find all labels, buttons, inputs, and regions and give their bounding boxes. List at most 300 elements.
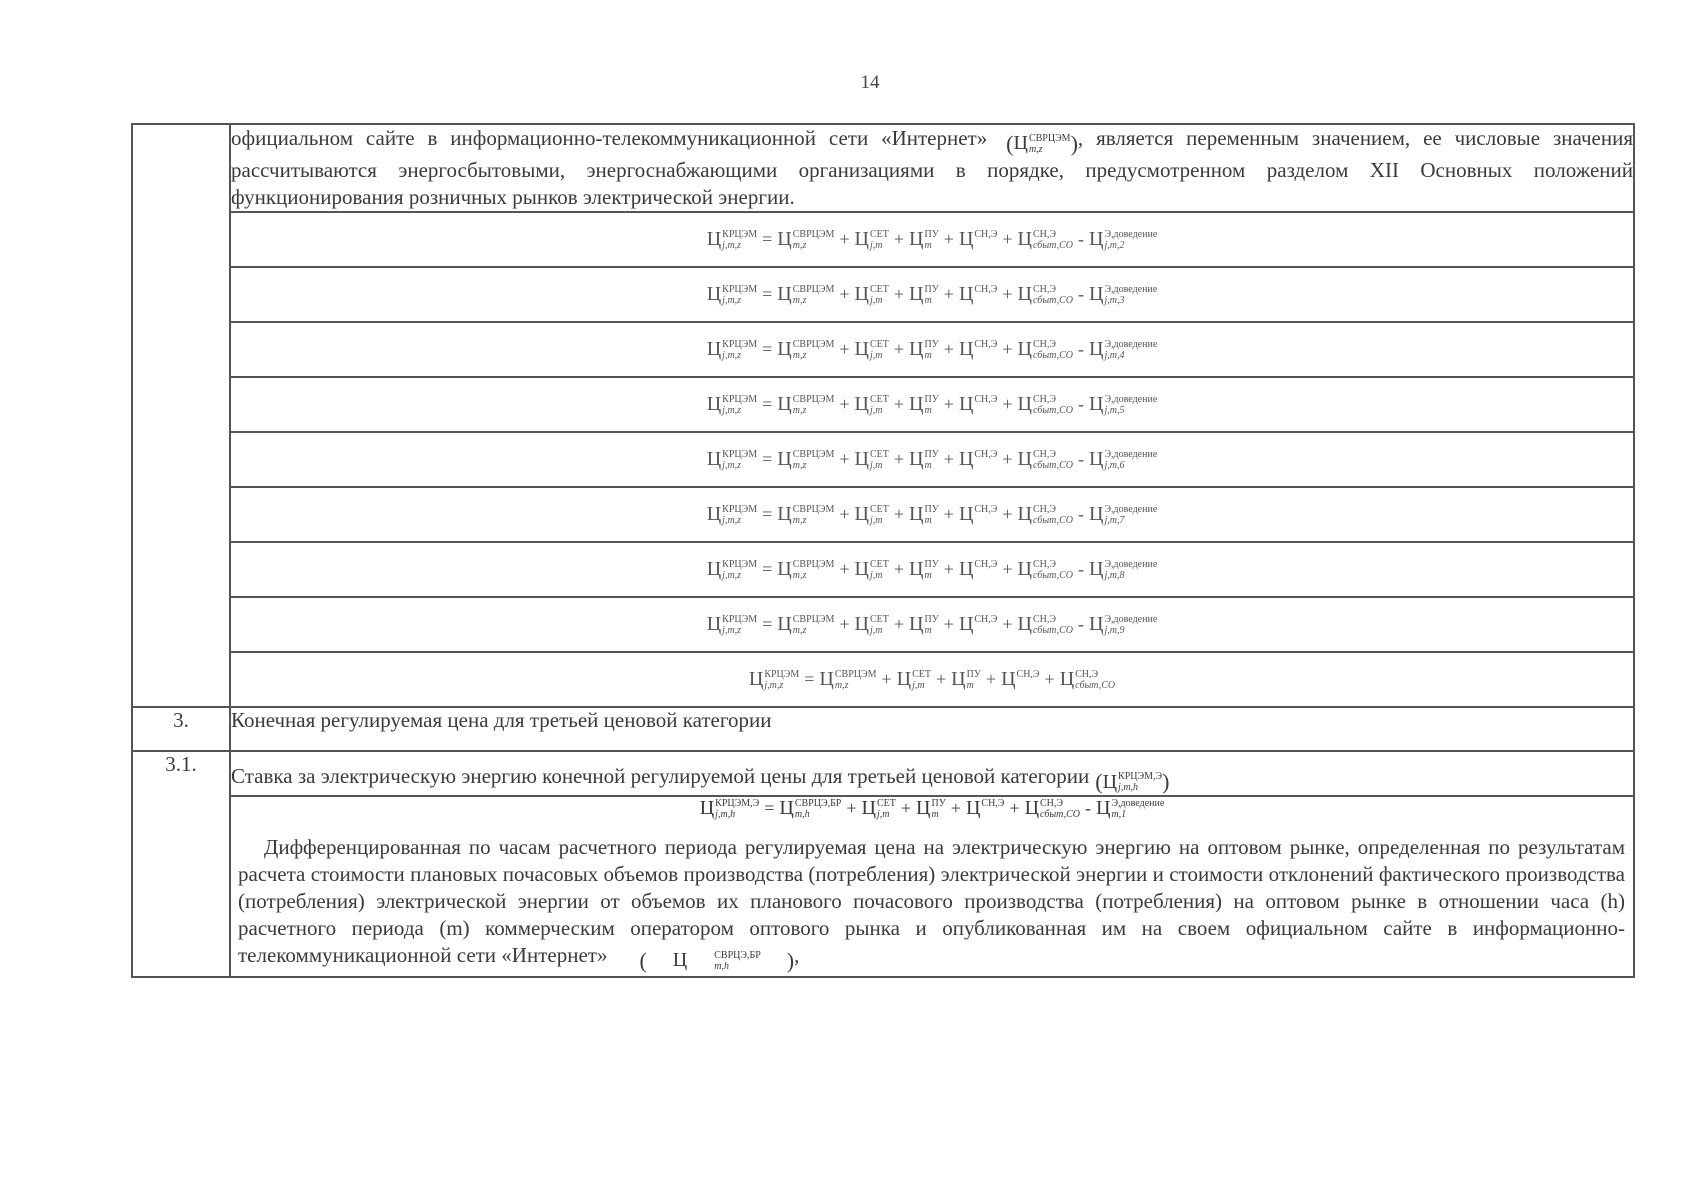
- symbol-subscript: j,m: [876, 808, 890, 820]
- symbol-superscript: СН,Э: [1033, 448, 1056, 460]
- symbol-base: Ц: [861, 797, 876, 819]
- formula-term: [1096, 797, 1164, 820]
- formula-term: [855, 338, 889, 361]
- symbol-base: Ц: [1024, 797, 1040, 819]
- section-3-1-row: [132, 751, 1634, 796]
- symbol-base: Ц: [951, 668, 966, 690]
- open-paren: (: [1006, 131, 1014, 156]
- symbol-scripts: [715, 798, 759, 820]
- symbol-base: Ц: [909, 283, 924, 305]
- symbol-superscript: СВРЦЭМ: [792, 558, 835, 570]
- symbol-scripts: [870, 229, 889, 251]
- formula-term: [1089, 393, 1157, 416]
- symbol-base: Ц: [1017, 338, 1032, 360]
- symbol-scripts: [722, 449, 757, 471]
- symbol-base: Ц: [958, 558, 974, 580]
- formula-term: [916, 797, 946, 820]
- symbol-superscript: СН,Э: [1033, 338, 1056, 350]
- symbol-superscript: ПУ: [931, 797, 946, 809]
- formula-lhs: [707, 393, 757, 416]
- formula-term: [855, 393, 889, 416]
- section-number: 3.: [132, 707, 230, 751]
- symbol-scripts: [793, 339, 835, 361]
- symbol-superscript: СЕТ: [869, 283, 889, 295]
- symbol-base: Ц: [706, 503, 722, 525]
- symbol-base: Ц: [1088, 613, 1104, 635]
- symbol-superscript: СН,Э: [1033, 613, 1056, 625]
- eq-operator: =: [762, 284, 773, 304]
- symbol-scripts: [688, 950, 761, 972]
- symbol-superscript: СН,Э: [974, 503, 998, 515]
- symbol-base: Ц: [854, 448, 869, 470]
- formula-term: [855, 613, 889, 636]
- formula-cell: [230, 212, 1634, 267]
- formula-term: [1089, 228, 1157, 251]
- symbol-base: Ц: [1088, 283, 1104, 305]
- formula-term: [777, 393, 834, 416]
- formula-term: [779, 797, 841, 820]
- section-title-cell: [230, 751, 1634, 796]
- eq-operator: =: [762, 394, 773, 414]
- eq-operator: =: [762, 449, 773, 469]
- open-paren: (: [639, 948, 647, 973]
- formula-term: [909, 338, 939, 361]
- formula-term: [777, 283, 834, 306]
- symbol-superscript: СВРЦЭМ: [792, 283, 835, 295]
- symbol-subscript: сбыт,СО: [1033, 514, 1073, 526]
- formula-term: [959, 503, 997, 526]
- symbol-subscript: j,m: [869, 294, 883, 306]
- symbol-base: Ц: [909, 228, 924, 250]
- symbol-superscript: СН,Э: [974, 228, 998, 240]
- symbol-subscript: m,z: [792, 459, 807, 471]
- symbol-base: Ц: [1017, 228, 1032, 250]
- formula-term: [1089, 338, 1157, 361]
- symbol-scripts: [924, 339, 938, 361]
- symbol-subscript: j,m,z: [722, 349, 742, 361]
- symbol-base: Ц: [965, 797, 981, 819]
- plus-operator: +: [893, 284, 905, 304]
- formula-term: [909, 283, 939, 306]
- formula-term: [777, 228, 834, 251]
- symbol-scripts: [974, 284, 997, 306]
- symbol-base: Ц: [819, 668, 834, 690]
- plus-operator: +: [893, 394, 905, 414]
- minus-operator: -: [1077, 504, 1084, 524]
- plus-operator: +: [943, 504, 954, 524]
- symbol-subscript: m: [924, 624, 932, 636]
- symbol-subscript: m,h: [794, 808, 810, 820]
- symbol-scripts: [722, 559, 757, 581]
- symbol-subscript: j,m,5: [1104, 404, 1125, 416]
- symbol-base: Ц: [748, 668, 764, 690]
- formula-term: [1018, 338, 1073, 361]
- symbol-scripts: [974, 229, 997, 251]
- symbol-base: Ц: [1088, 503, 1104, 525]
- symbol-scripts: [1033, 449, 1073, 471]
- plus-operator: +: [881, 669, 892, 689]
- symbol-base: Ц: [777, 613, 792, 635]
- symbol-scripts: [793, 229, 835, 251]
- symbol-subscript: j,m,z: [722, 239, 742, 251]
- symbol-superscript: СВРЦЭМ: [792, 448, 835, 460]
- symbol-subscript: j,m,z: [722, 294, 742, 306]
- symbol-base: Ц: [958, 613, 974, 635]
- symbol-base: Ц: [1001, 668, 1016, 690]
- symbol-subscript: j,m,4: [1104, 349, 1125, 361]
- symbol-subscript: j,m,3: [1104, 294, 1125, 306]
- symbol-base: Ц: [777, 558, 792, 580]
- symbol-subscript: m,h: [714, 960, 729, 972]
- document-table: [131, 123, 1635, 978]
- minus-operator: -: [1077, 614, 1084, 634]
- symbol-scripts: [924, 449, 938, 471]
- symbol-subscript: j,m,z: [722, 624, 742, 636]
- formula-term: [966, 797, 1004, 820]
- formula-cell: [230, 322, 1634, 377]
- symbol-subscript: j,m,2: [1104, 239, 1125, 251]
- symbol-subscript: m,z: [792, 239, 807, 251]
- formula-term: [777, 338, 834, 361]
- page-number: 14: [860, 72, 880, 93]
- symbol-superscript: Э,доведение: [1104, 503, 1158, 515]
- symbol-subscript: j,m,8: [1104, 569, 1125, 581]
- symbol-base: Ц: [706, 228, 722, 250]
- formula-cell: [230, 377, 1634, 432]
- symbol-base: Ц: [777, 448, 792, 470]
- symbol-base: Ц: [1017, 503, 1032, 525]
- symbol-base: Ц: [854, 613, 869, 635]
- plus-operator: +: [900, 798, 912, 818]
- symbol-subscript: m: [924, 349, 932, 361]
- symbol-base: Ц: [672, 949, 688, 971]
- plus-operator: +: [943, 559, 954, 579]
- symbol-subscript: j,m: [869, 239, 883, 251]
- symbol-base: Ц: [854, 228, 869, 250]
- symbol-subscript: сбыт,СО: [1033, 404, 1073, 416]
- formula-term: [909, 558, 939, 581]
- formula-term: [959, 613, 997, 636]
- symbol-base: Ц: [706, 393, 722, 415]
- formula-term: [1089, 448, 1157, 471]
- symbol-subscript: [974, 625, 997, 636]
- symbol-subscript: [974, 295, 997, 306]
- formula-term: [951, 668, 981, 691]
- symbol-subscript: j,m,z: [722, 404, 742, 416]
- symbol-subscript: m,z: [1028, 143, 1043, 155]
- symbol-subscript: [974, 460, 997, 471]
- symbol-scripts: [870, 394, 889, 416]
- formula-lhs: [707, 448, 757, 471]
- symbol-scripts: [870, 504, 889, 526]
- symbol-subscript: m: [924, 459, 932, 471]
- symbol-scripts: [1104, 229, 1157, 251]
- symbol-subscript: m: [924, 404, 932, 416]
- plus-operator: +: [846, 798, 857, 818]
- symbol-scripts: [1111, 798, 1164, 820]
- formula-row: [132, 432, 1634, 487]
- intro-text: официальном сайте в информационно-телекоммуникационной сети «Интернет»: [231, 126, 988, 150]
- eq-operator: =: [804, 669, 815, 689]
- formula-term: [959, 558, 997, 581]
- symbol-superscript: СН,Э: [974, 613, 998, 625]
- symbol-superscript: СВРЦЭМ: [1028, 132, 1071, 144]
- symbol-subscript: m,z: [792, 404, 807, 416]
- symbol-superscript: СН,Э: [974, 558, 998, 570]
- symbol-superscript: СВРЦЭМ: [792, 393, 835, 405]
- symbol-superscript: СВРЦЭМ: [792, 228, 835, 240]
- formula-term: [897, 668, 931, 691]
- symbol-scripts: [1104, 504, 1157, 526]
- paragraph: [231, 834, 1633, 976]
- open-paren: (: [1095, 769, 1103, 794]
- symbol-scripts: [924, 229, 938, 251]
- formula-term: [909, 228, 939, 251]
- symbol-superscript: Э,доведение: [1104, 613, 1158, 625]
- plus-operator: +: [839, 339, 850, 359]
- symbol-base: Ц: [1059, 668, 1075, 690]
- symbol-scripts: [793, 449, 835, 471]
- symbol-superscript: Э,доведение: [1111, 797, 1165, 809]
- formula: [707, 283, 1158, 306]
- symbol-superscript: СН,Э: [1033, 228, 1056, 240]
- formula-lhs: [700, 797, 760, 820]
- formula-term: [1001, 668, 1039, 691]
- symbol-scripts: [1033, 339, 1073, 361]
- symbol-superscript: СН,Э: [1075, 668, 1099, 680]
- formula-term: [777, 613, 834, 636]
- symbol-base: Ц: [854, 503, 869, 525]
- formula-cell: [230, 597, 1634, 652]
- formula: [707, 393, 1158, 416]
- symbol-superscript: КРЦЭМ: [722, 558, 758, 570]
- symbol-scripts: [924, 614, 938, 636]
- symbol-superscript: КРЦЭМ,Э: [715, 797, 760, 809]
- symbol-base: Ц: [854, 393, 869, 415]
- symbol-base: Ц: [706, 613, 722, 635]
- symbol-superscript: КРЦЭМ: [722, 448, 758, 460]
- symbol-subscript: j,m,z: [722, 459, 742, 471]
- formula-cell: [230, 432, 1634, 487]
- symbol-subscript: m,z: [792, 294, 807, 306]
- symbol-scripts: [981, 798, 1004, 820]
- symbol-scripts: [722, 229, 757, 251]
- section-title: Ставка за электрическую энергию конечной регулируемой цены для третьей ценовой категории: [231, 764, 1090, 788]
- symbol-subscript: сбыт,СО: [1033, 459, 1073, 471]
- formula: [707, 613, 1158, 636]
- plus-operator: +: [893, 449, 905, 469]
- plus-operator: +: [839, 614, 850, 634]
- symbol-superscript: ПУ: [924, 448, 939, 460]
- symbol-subscript: [1017, 680, 1040, 691]
- symbol-superscript: СВРЦЭМ: [834, 668, 877, 680]
- price-symbol: [1103, 771, 1163, 794]
- formula-term: [1089, 613, 1157, 636]
- price-symbol: [647, 947, 761, 974]
- formula-term: [819, 668, 876, 691]
- symbol-base: Ц: [896, 668, 912, 690]
- intro-text-cell: [230, 124, 1634, 212]
- symbol-scripts: [722, 394, 757, 416]
- formula-lhs: [707, 228, 757, 251]
- plus-operator: +: [936, 669, 947, 689]
- symbol-base: Ц: [699, 797, 715, 819]
- symbol-scripts: [1029, 133, 1071, 155]
- formula-term: [1060, 668, 1115, 691]
- formula-cell: [230, 267, 1634, 322]
- symbol-base: Ц: [958, 338, 974, 360]
- formula: [707, 558, 1158, 581]
- close-paren: ): [1070, 131, 1078, 156]
- formula-lhs: [707, 503, 757, 526]
- symbol-superscript: КРЦЭМ: [722, 393, 758, 405]
- symbol-superscript: СН,Э: [974, 393, 998, 405]
- symbol-scripts: [870, 449, 889, 471]
- symbol-scripts: [793, 394, 835, 416]
- formula-term: [855, 558, 889, 581]
- symbol-subscript: j,m: [869, 349, 883, 361]
- symbol-base: Ц: [909, 503, 924, 525]
- plus-operator: +: [985, 669, 997, 689]
- symbol-base: Ц: [958, 393, 974, 415]
- symbol-scripts: [1017, 669, 1040, 691]
- symbol-scripts: [870, 614, 889, 636]
- formula: [749, 668, 1115, 691]
- minus-operator: -: [1077, 339, 1084, 359]
- symbol-superscript: КРЦЭМ,Э: [1118, 771, 1163, 782]
- symbol-subscript: m,z: [792, 624, 807, 636]
- symbol-scripts: [793, 614, 835, 636]
- symbol-superscript: СЕТ: [869, 448, 889, 460]
- symbol-superscript: СВРЦЭМ: [792, 338, 835, 350]
- symbol-superscript: СВРЦЭ,БР: [794, 797, 842, 809]
- symbol-superscript: ПУ: [924, 283, 939, 295]
- formula-term: [959, 283, 997, 306]
- formula-row: [132, 377, 1634, 432]
- eq-operator: =: [764, 798, 775, 818]
- symbol-base: Ц: [1017, 613, 1032, 635]
- symbol-base: Ц: [1088, 558, 1104, 580]
- symbol-superscript: СН,Э: [1033, 393, 1056, 405]
- eq-operator: =: [762, 504, 773, 524]
- symbol-scripts: [1104, 284, 1157, 306]
- symbol-base: Ц: [777, 338, 792, 360]
- symbol-superscript: ПУ: [924, 558, 939, 570]
- formula-row: [132, 267, 1634, 322]
- formula-cell: [230, 652, 1634, 707]
- formula-lhs: [749, 668, 799, 691]
- symbol-scripts: [967, 669, 981, 691]
- plus-operator: +: [1002, 449, 1013, 469]
- formula: [707, 448, 1158, 471]
- symbol-scripts: [974, 449, 997, 471]
- symbol-superscript: СВРЦЭ,БР: [714, 949, 761, 961]
- symbol-superscript: ПУ: [924, 613, 939, 625]
- formula-row: [132, 212, 1634, 267]
- symbol-subscript: j,m,6: [1104, 459, 1125, 471]
- formula-term: [855, 228, 889, 251]
- symbol-subscript: m: [924, 239, 932, 251]
- symbol-scripts: [1104, 339, 1157, 361]
- symbol-base: Ц: [854, 283, 869, 305]
- formula-lhs: [707, 558, 757, 581]
- symbol-base: Ц: [854, 558, 869, 580]
- symbol-superscript: Э,доведение: [1104, 283, 1158, 295]
- symbol-superscript: КРЦЭМ: [722, 503, 758, 515]
- symbol-scripts: [1033, 229, 1073, 251]
- symbol-scripts: [722, 339, 757, 361]
- formula-term: [1018, 503, 1073, 526]
- formula-term: [855, 448, 889, 471]
- symbol-base: Ц: [909, 338, 924, 360]
- formula-row: [132, 652, 1634, 707]
- formula-cell: [230, 542, 1634, 597]
- symbol-scripts: [793, 504, 835, 526]
- symbol-scripts: [1075, 669, 1115, 691]
- symbol-subscript: сбыт,СО: [1033, 569, 1073, 581]
- formula-term: [909, 448, 939, 471]
- symbol-superscript: КРЦЭМ: [722, 613, 758, 625]
- plus-operator: +: [1002, 229, 1013, 249]
- symbol-scripts: [931, 798, 945, 820]
- symbol-superscript: Э,доведение: [1104, 393, 1158, 405]
- symbol-superscript: КРЦЭМ: [722, 228, 758, 240]
- symbol-subscript: [974, 570, 997, 581]
- formula-term: [909, 613, 939, 636]
- symbol-superscript: СВРЦЭМ: [792, 613, 835, 625]
- symbol-scripts: [1033, 284, 1073, 306]
- symbol-superscript: ПУ: [924, 393, 939, 405]
- plus-operator: +: [943, 614, 954, 634]
- section-3-1-body: [230, 796, 1634, 977]
- symbol-base: Ц: [1017, 393, 1032, 415]
- symbol-base: Ц: [1017, 558, 1032, 580]
- symbol-base: Ц: [958, 448, 974, 470]
- plus-operator: +: [839, 449, 850, 469]
- eq-operator: =: [762, 559, 773, 579]
- symbol-scripts: [795, 798, 842, 820]
- symbol-subscript: сбыт,СО: [1033, 349, 1073, 361]
- symbol-scripts: [1033, 504, 1073, 526]
- formula-term: [1025, 797, 1080, 820]
- symbol-subscript: j,m,z: [722, 569, 742, 581]
- symbol-superscript: СЕТ: [869, 613, 889, 625]
- symbol-scripts: [793, 284, 835, 306]
- plus-operator: +: [943, 284, 954, 304]
- symbol-superscript: СН,Э: [974, 448, 998, 460]
- symbol-scripts: [722, 284, 757, 306]
- eq-operator: =: [762, 614, 773, 634]
- symbol-base: Ц: [706, 448, 722, 470]
- symbol-base: Ц: [1096, 797, 1111, 819]
- symbol-base: Ц: [909, 448, 924, 470]
- plus-operator: +: [943, 339, 954, 359]
- symbol-subscript: сбыт,СО: [1075, 679, 1116, 691]
- formula-term: [777, 503, 834, 526]
- symbol-subscript: m: [931, 808, 939, 820]
- symbol-scripts: [974, 614, 997, 636]
- symbol-subscript: m,z: [792, 349, 807, 361]
- symbol-superscript: СН,Э: [1033, 558, 1056, 570]
- symbol-scripts: [835, 669, 877, 691]
- symbol-base: Ц: [909, 558, 924, 580]
- formula-term: [855, 283, 889, 306]
- formula-lhs: [707, 613, 757, 636]
- plus-operator: +: [1002, 284, 1013, 304]
- symbol-subscript: j,m,z: [722, 514, 742, 526]
- symbol-scripts: [722, 614, 757, 636]
- formula: [707, 338, 1158, 361]
